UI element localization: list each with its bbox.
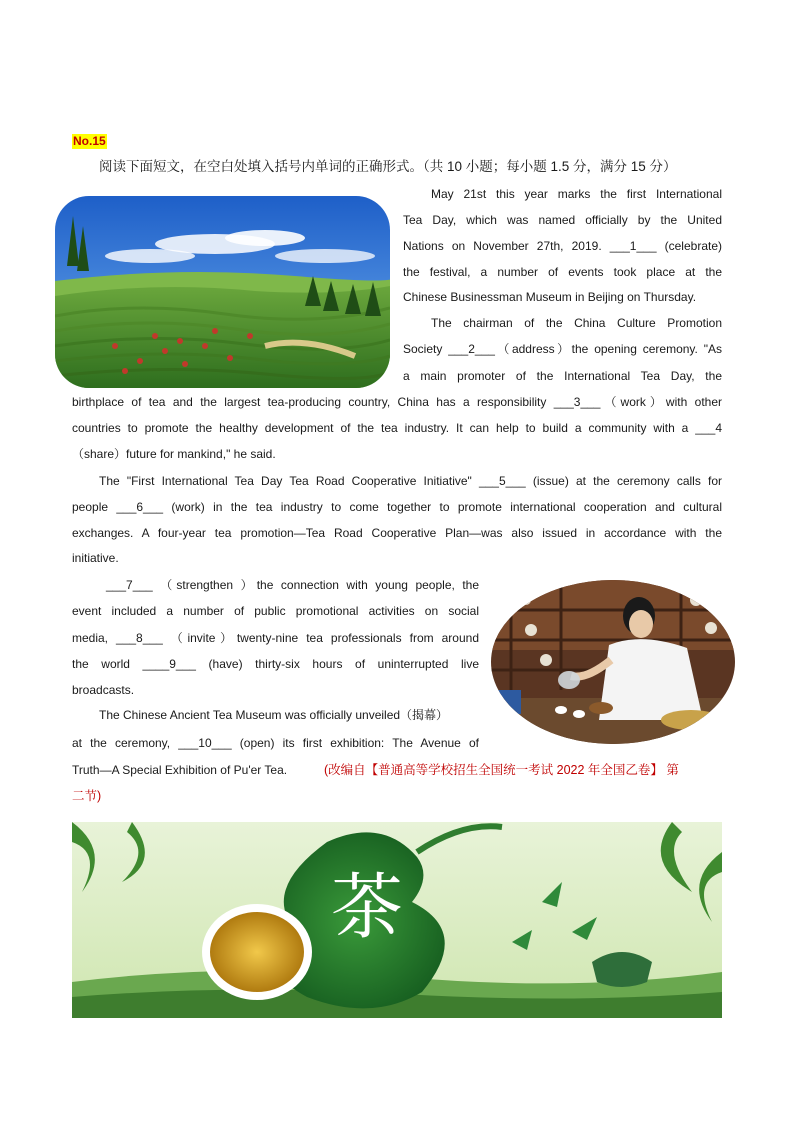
passage-line: a main promoter of the International Tea Day, the	[403, 369, 722, 383]
instruction: 阅读下面短文，在空白处填入括号内单词的正确形式。（共 10 小题；每小题 1.5 分，满分 15 分）	[99, 159, 677, 174]
passage-line: birthplace of tea and the largest tea-producing country, China has a responsibility ___3___（work）with other	[72, 395, 722, 409]
tea-character: 茶	[330, 865, 404, 949]
passage-line: May 21st this year marks the first International	[431, 187, 722, 201]
passage-line: ___7___ （strengthen ）the connection with young people, the	[106, 578, 479, 592]
passage-line: exchanges. A four-year tea promotion—Tea Road Cooperative Plan—was also issued in accordance with the	[72, 526, 722, 540]
passage-line: the world ____9___ (have) thirty-six hours of uninterrupted live	[72, 657, 479, 671]
passage-line: event included a number of public promotional activities on social	[72, 604, 479, 618]
passage-line: Nations on November 27th, 2019. ___1___ (celebrate)	[403, 239, 722, 253]
tea-banner-image	[72, 822, 722, 1018]
passage-line: Chinese Businessman Museum in Beijing on Thursday.	[403, 290, 697, 304]
passage-line: media, ___8___ （invite）twenty-nine tea professionals from around	[72, 631, 479, 645]
passage-line: The Chinese Ancient Tea Museum was officially unveiled（揭幕）	[99, 708, 449, 722]
passage-line: The chairman of the China Culture Promotion	[431, 316, 722, 330]
passage-line: The "First International Tea Day Tea Road Cooperative Initiative" ___5___ (issue) at the ceremony calls for	[99, 474, 722, 488]
passage-line: initiative.	[72, 551, 119, 565]
question-number: No.15	[73, 134, 106, 148]
source-citation: (改编自【普通高等学校招生全国统一考试 2022 年全国乙卷】 第	[324, 763, 679, 777]
passage-line: at the ceremony, ___10___ (open) its first exhibition: The Avenue of	[72, 736, 479, 750]
passage-line: Society ___2___（address）the opening ceremony. "As	[403, 342, 722, 356]
passage-line: the festival, a number of events took place at the	[403, 265, 722, 279]
passage-line: people ___6___ (work) in the tea industry to come together to promote international cooperation and cultural	[72, 500, 722, 514]
passage-line: Truth—A Special Exhibition of Pu'er Tea.	[72, 763, 288, 777]
tea-plantation-image	[55, 196, 390, 388]
source-citation-cont: 二节)	[72, 789, 102, 803]
passage-line: countries to promote the healthy development of the tea industry. It can help to build a community with a ___4	[72, 421, 722, 435]
tea-ceremony-image	[491, 580, 735, 744]
passage-line: broadcasts.	[72, 683, 135, 697]
passage-line: Tea Day, which was named officially by the United	[403, 213, 722, 227]
passage-line: （share）future for mankind," he said.	[72, 447, 276, 461]
